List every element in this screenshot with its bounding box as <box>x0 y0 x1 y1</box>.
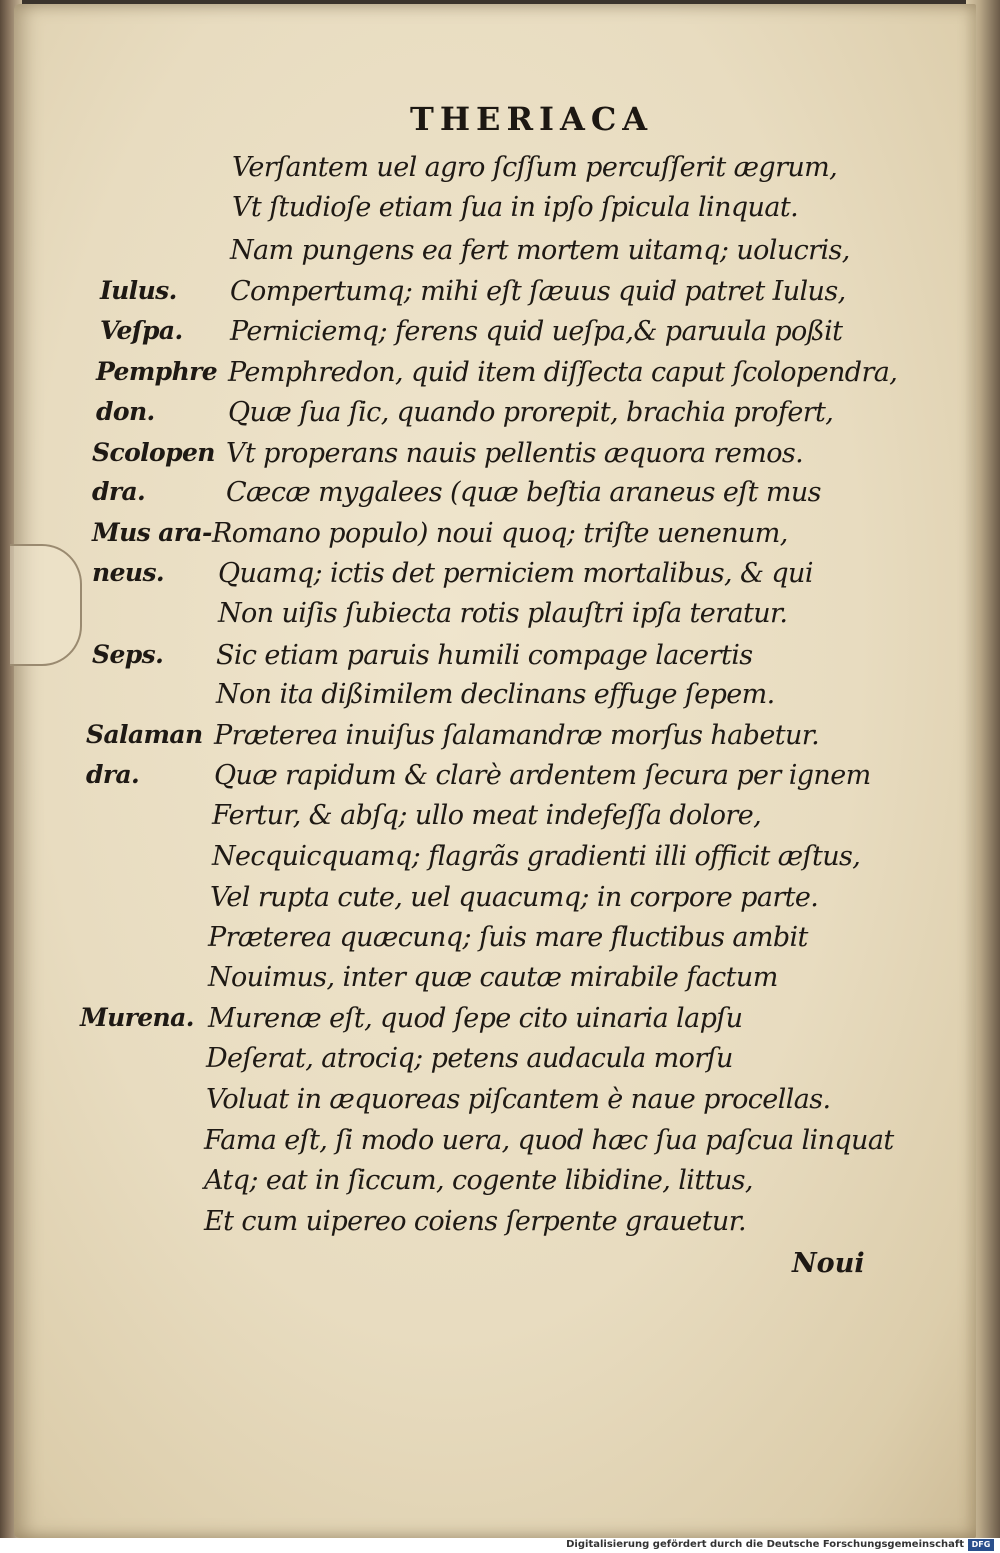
margin-note: Pemphre <box>96 357 218 386</box>
margin-note: dra. <box>92 477 146 506</box>
verse-line: Vt properans nauis pellentis æquora remos. <box>226 438 804 469</box>
margin-note: Salaman <box>86 720 203 749</box>
verse-line: Non uiſis ſubiecta rotis plauſtri ipſa teratur. <box>218 598 788 629</box>
funding-credit: Digitalisierung gefördert durch die Deutsche Forschungsgemeinschaft <box>566 1539 964 1550</box>
verse-line: Atq; eat in ſiccum, cogente libidine, littus, <box>204 1165 753 1196</box>
verse-line: Compertumq; mihi eſt ſæuus quid patret Iulus, <box>230 276 846 307</box>
page-header: THERIACA <box>410 100 654 138</box>
verse-line: Sic etiam paruis humili compage lacertis <box>216 640 753 671</box>
margin-note: Mus ara- <box>92 518 212 547</box>
verse-line: Nam pungens ea fert mortem uitamq; uolucris, <box>230 235 850 266</box>
margin-note: don. <box>96 397 155 426</box>
margin-note: Seps. <box>92 640 164 669</box>
verse-line: Quamq; ictis det perniciem mortalibus, & qui <box>218 558 813 589</box>
margin-note: Murena. <box>80 1003 194 1032</box>
verse-line: Et cum uipereo coiens ſerpente grauetur. <box>204 1206 747 1237</box>
verse-line: Non ita dißimilem declinans effuge ſepem. <box>216 679 775 710</box>
verse-line: Voluat in æquoreas piſcantem è naue procellas. <box>206 1084 831 1115</box>
page-tab-marker <box>10 544 82 666</box>
verse-line: Præterea inuiſus ſalamandræ morſus habetur. <box>214 720 820 751</box>
verse-line: Fertur, & abſq; ullo meat indefeſſa dolore, <box>212 800 762 831</box>
margin-note: Scolopen <box>92 438 215 467</box>
verse-line: Murenæ eſt, quod ſepe cito uinaria lapſu <box>208 1003 743 1034</box>
verse-line: Quæ rapidum & clarè ardentem ſecura per ignem <box>214 760 871 791</box>
verse-line: Quæ ſua ſic, quando prorepit, brachia profert, <box>228 397 834 428</box>
verse-line: Necquicquamq; flagrãs gradienti illi officit æſtus, <box>212 841 861 872</box>
verse-line: Vel rupta cute, uel quacumq; in corpore parte. <box>210 882 819 913</box>
verse-line: Deſerat, atrociq; petens audacula morſu <box>206 1043 733 1074</box>
margin-note: neus. <box>92 558 165 587</box>
verse-line: Perniciemq; ferens quid ueſpa,& paruula poßit <box>230 316 843 347</box>
margin-note: dra. <box>86 760 140 789</box>
catchword: Noui <box>792 1248 865 1279</box>
dfg-logo: DFG <box>968 1539 994 1551</box>
verse-line: Nouimus, inter quæ cautæ mirabile factum <box>208 962 778 993</box>
margin-note: Veſpa. <box>100 316 183 345</box>
verse-line: Præterea quæcunq; ſuis mare fluctibus ambit <box>208 922 808 953</box>
verse-line: Vt ſtudioſe etiam ſua in ipſo ſpicula linquat. <box>232 192 799 223</box>
margin-note: Iulus. <box>100 276 177 305</box>
verse-line: Verſantem uel agro ſcſſum percuſſerit ægrum, <box>232 152 838 183</box>
verse-line: Fama eſt, ſi modo uera, quod hæc ſua paſcua linquat <box>204 1125 894 1156</box>
verse-line: Cæcæ mygalees (quæ beſtia araneus eſt mus <box>226 477 821 508</box>
verse-line: Pemphredon, quid item diſſecta caput ſcolopendra, <box>228 357 898 388</box>
verse-line: Romano populo) noui quoq; triſte uenenum, <box>212 518 788 549</box>
